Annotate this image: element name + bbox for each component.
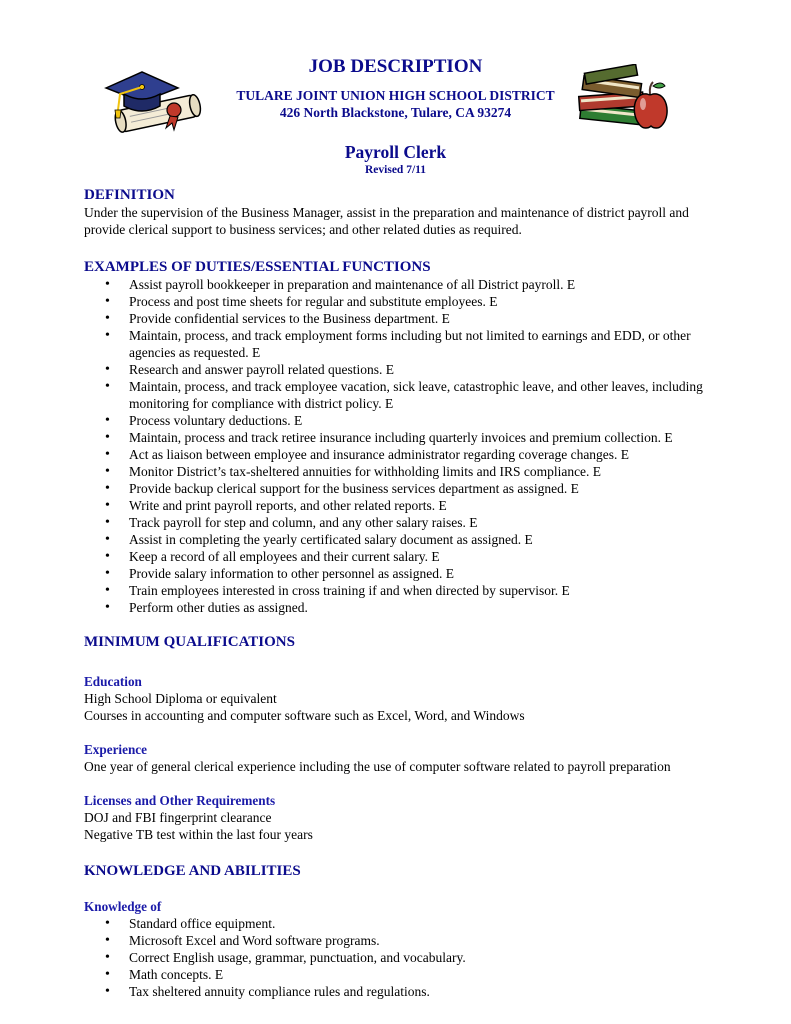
list-item: • Perform other duties as assigned. [84, 599, 724, 616]
list-item: • Provide backup clerical support for the business services department as assigned. E [84, 480, 724, 497]
list-item: • Write and print payroll reports, and other related reports. E [84, 497, 724, 514]
experience-heading: Experience [84, 742, 147, 757]
list-item: • Research and answer payroll related questions. E [84, 361, 724, 378]
list-item: • Provide salary information to other personnel as assigned. E [84, 565, 724, 582]
duties-heading: EXAMPLES OF DUTIES/ESSENTIAL FUNCTIONS [84, 259, 431, 275]
list-item: • Microsoft Excel and Word software programs. [84, 932, 724, 949]
list-item: • Math concepts. E [84, 966, 724, 983]
duties-section [84, 258, 724, 616]
knowledge-list [84, 915, 724, 1000]
education-heading: Education [84, 674, 142, 689]
district-address: 426 North Blackstone, Tulare, CA 93274 [279, 105, 512, 120]
list-item: • Keep a record of all employees and their current salary. E [84, 548, 724, 565]
experience-line: One year of general clerical experience including the use of computer software related to payroll preparation [84, 759, 671, 774]
list-item: • Assist in completing the yearly certificated salary document as assigned. E [84, 531, 724, 548]
list-item: • Tax sheltered annuity compliance rules and regulations. [84, 983, 724, 1000]
list-item: • Standard office equipment. [84, 915, 724, 932]
education-block [84, 673, 724, 724]
definition-heading: DEFINITION [84, 187, 175, 203]
education-line: High School Diploma or equivalent [84, 691, 277, 706]
qualifications-section [84, 633, 724, 843]
job-title: Payroll Clerk [344, 142, 447, 162]
list-item: • Provide confidential services to the Business department. E [84, 310, 724, 327]
qualifications-heading: MINIMUM QUALIFICATIONS [84, 634, 295, 650]
list-item: • Train employees interested in cross training if and when directed by supervisor. E [84, 582, 724, 599]
experience-block [84, 741, 724, 775]
list-item: • Maintain, process, and track employment forms including but not limited to earnings and EDD, or other agencies as requested. E [84, 327, 724, 361]
list-item: • Process and post time sheets for regular and substitute employees. E [84, 293, 724, 310]
list-item: • Maintain, process, and track employee vacation, sick leave, catastrophic leave, and other leaves, including monitoring for compliance with district policy. E [84, 378, 724, 412]
knowledge-section [84, 862, 724, 1000]
duties-list [84, 276, 724, 616]
list-item: • Process voluntary deductions. E [84, 412, 724, 429]
licenses-line: Negative TB test within the last four years [84, 827, 313, 842]
definition-section [84, 186, 724, 238]
licenses-heading: Licenses and Other Requirements [84, 793, 276, 808]
list-item: • Track payroll for step and column, and any other salary raises. E [84, 514, 724, 531]
list-item: • Assist payroll bookkeeper in preparation and maintenance of all District payroll. E [84, 276, 724, 293]
document-title: JOB DESCRIPTION [308, 56, 483, 77]
district-name: TULARE JOINT UNION HIGH SCHOOL DISTRICT [236, 88, 555, 103]
licenses-block [84, 792, 724, 843]
education-line: Courses in accounting and computer software such as Excel, Word, and Windows [84, 708, 525, 723]
list-item: • Monitor District’s tax-sheltered annuities for withholding limits and IRS compliance. E [84, 463, 724, 480]
licenses-line: DOJ and FBI fingerprint clearance [84, 810, 272, 825]
knowledge-heading: KNOWLEDGE AND ABILITIES [84, 863, 301, 879]
list-item: • Correct English usage, grammar, punctuation, and vocabulary. [84, 949, 724, 966]
list-item: • Maintain, process and track retiree insurance including quarterly invoices and premium collection. E [84, 429, 724, 446]
list-item: • Act as liaison between employee and insurance administrator regarding coverage changes. E [84, 446, 724, 463]
document-body [84, 186, 724, 1000]
definition-text: Under the supervision of the Business Manager, assist in the preparation and maintenance of district payroll and provide clerical support to business services; and other related duties as required. [84, 205, 689, 237]
revised-date: Revised 7/11 [364, 164, 426, 176]
knowledge-of-heading: Knowledge of [84, 899, 162, 914]
